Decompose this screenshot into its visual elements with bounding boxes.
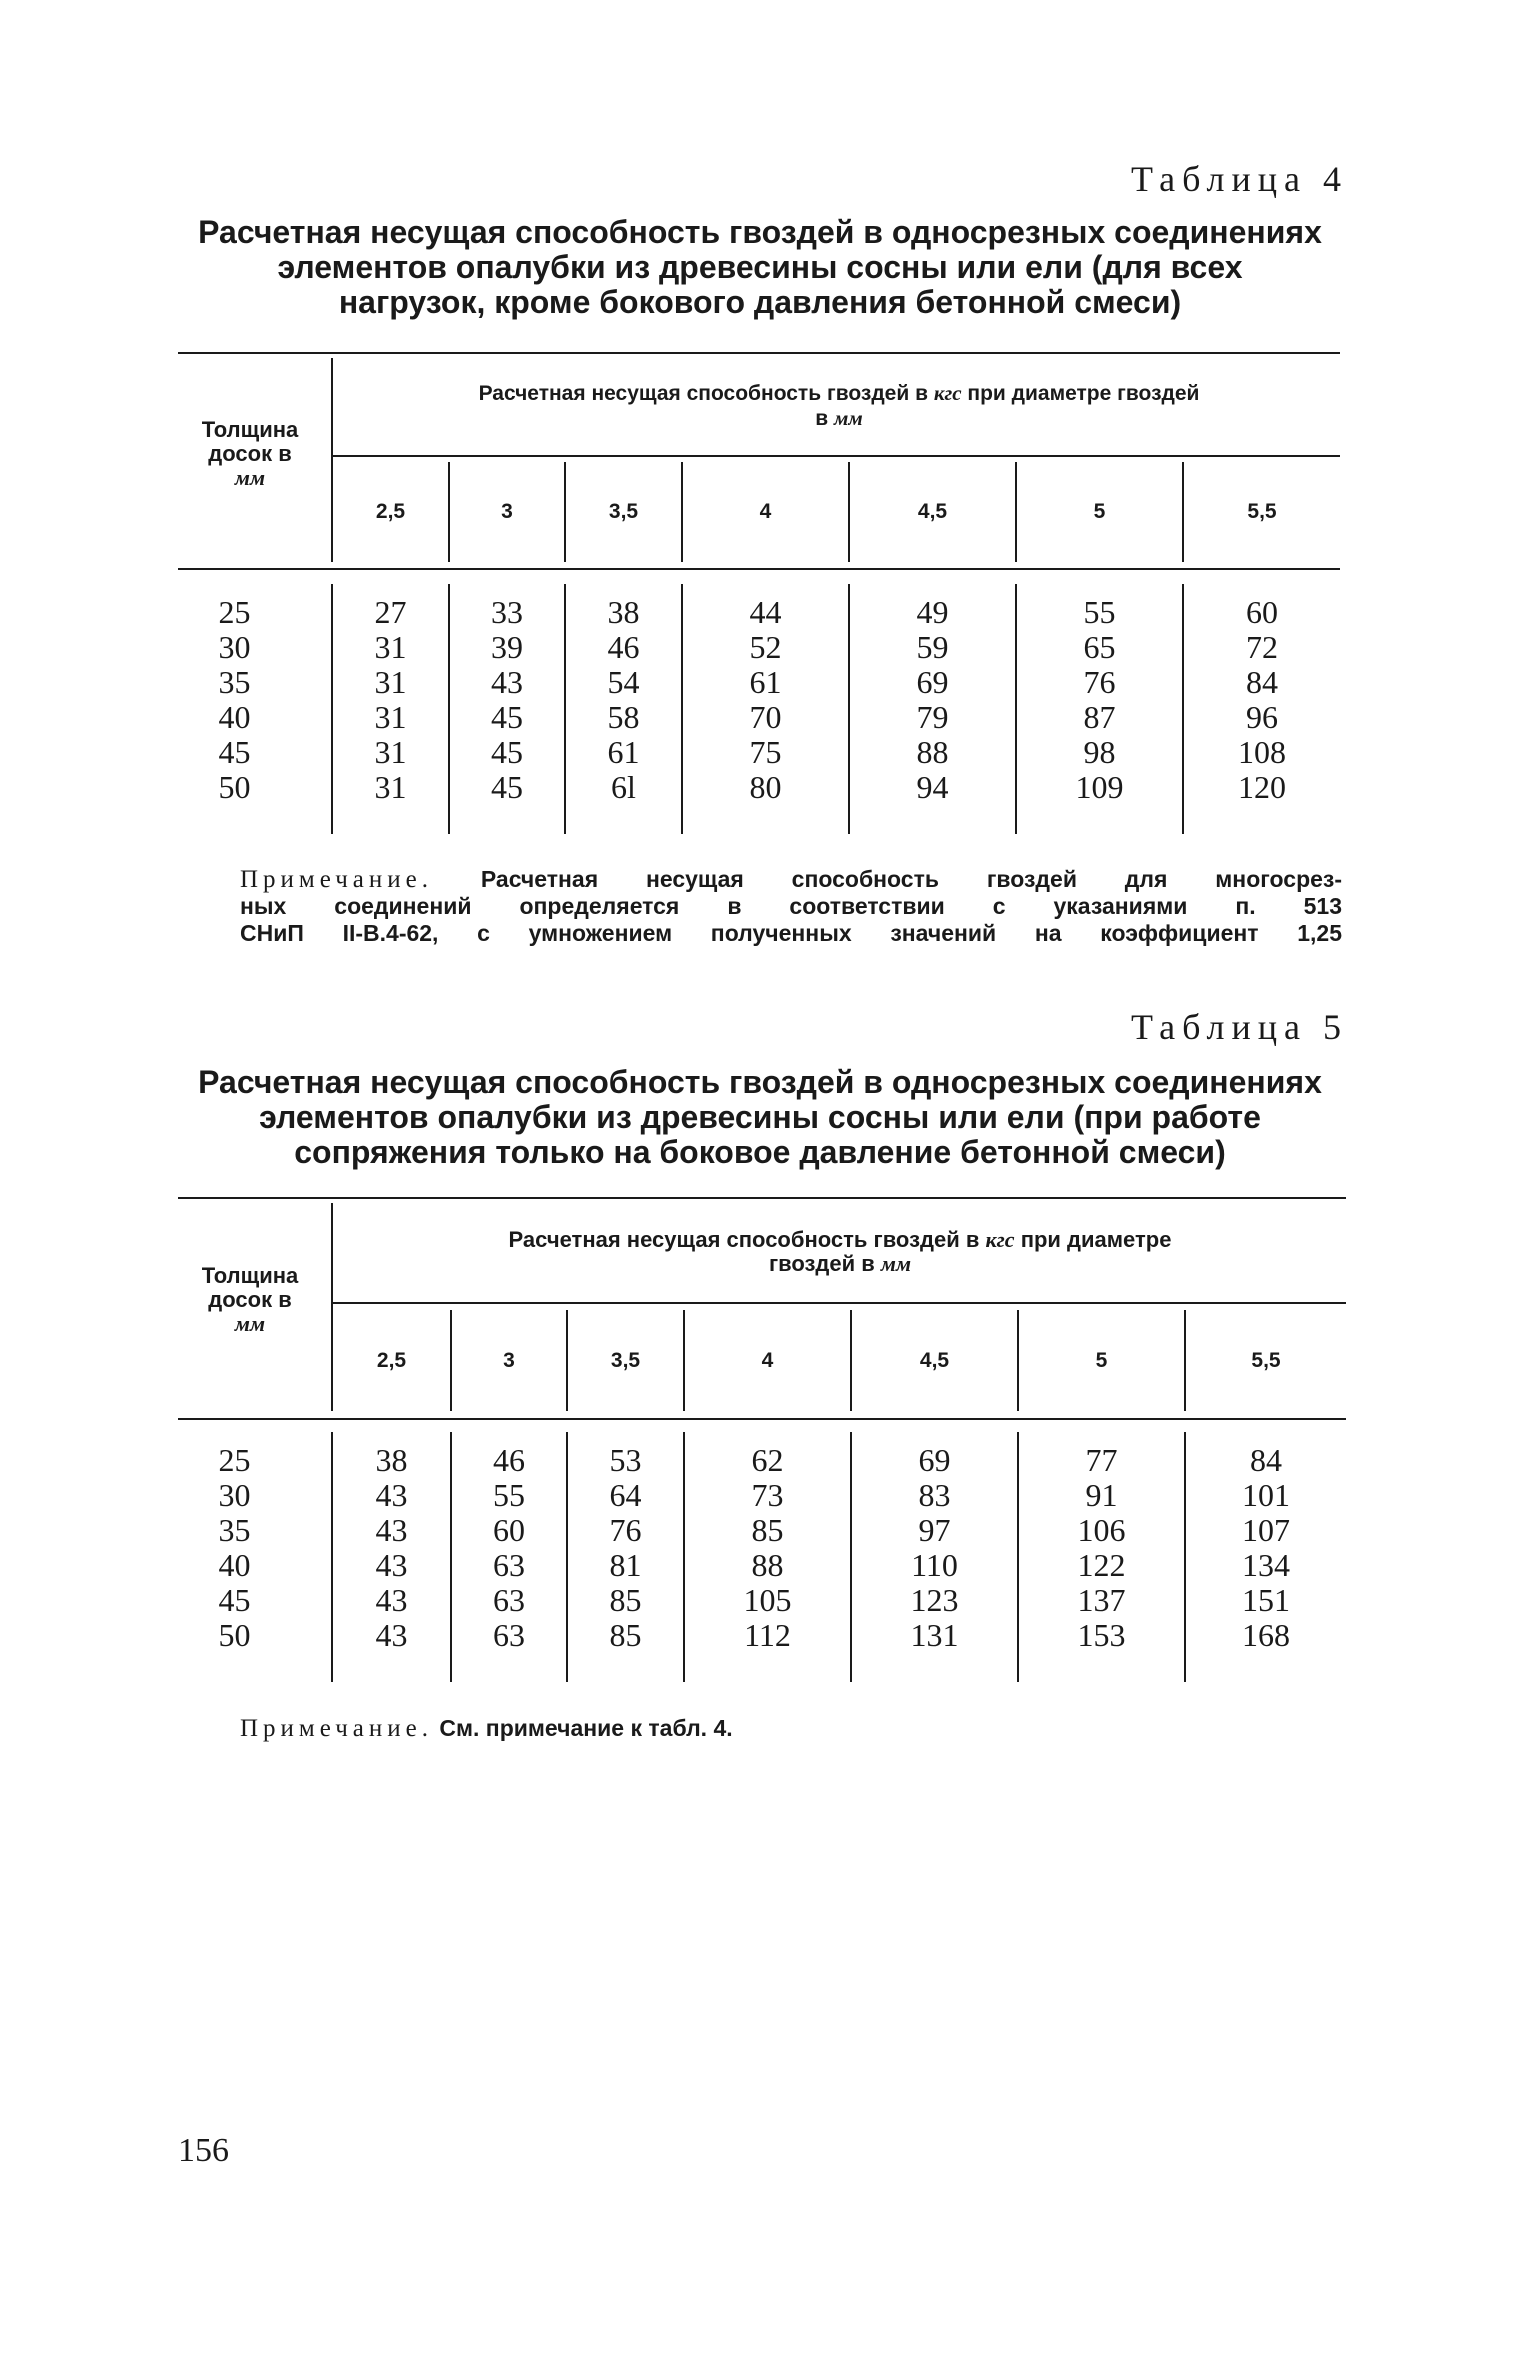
table-cell: 31 [374,664,407,700]
thickness-header-line: Толщина [201,1263,299,1288]
table-cell: 76 [1083,664,1116,700]
page-number: 156 [178,2132,229,2169]
table4-title-line: нагрузок, кроме бокового давления бетонной смеси) [338,284,1182,320]
table-cell: 35 [218,664,251,700]
table-cell: 107 [1242,1512,1290,1548]
thickness-header-line: Толщина [201,417,299,442]
capacity-header-unit: кгс [933,381,962,405]
table5-diameter: 5 [1095,1349,1108,1372]
table5-title [160,1065,1360,1170]
table4-header-bottom-rule [178,568,1340,570]
note-label: Примечание. [240,866,434,893]
table-cell: 91 [1085,1477,1118,1513]
thickness-header-line: досок в [208,1287,292,1312]
capacity-header-line [335,406,1343,431]
table-cell: 45 [491,734,523,770]
table-cell: 123 [910,1582,959,1618]
table-cell: 84 [1250,1442,1282,1478]
table-cell: 72 [1246,629,1278,665]
table-cell: 49 [916,594,949,630]
table-cell: 45 [218,734,251,770]
table-cell: 40 [218,699,251,735]
table5-sub-rule [333,1302,1346,1304]
table-cell: 151 [1242,1582,1290,1618]
table-cell: 87 [1083,699,1116,735]
table-cell: 43 [375,1617,408,1653]
table-cell: 43 [375,1582,408,1618]
table4-top-rule [178,352,1340,354]
table4-diameter: 5 [1093,500,1106,523]
table-cell: 131 [910,1617,959,1653]
table4-diameter: 4 [759,500,772,523]
table4-value-column [566,595,681,805]
table-cell: 31 [374,629,407,665]
table-cell: 77 [1085,1442,1118,1478]
table4-diameter: 2,5 [375,500,406,523]
table-cell: 83 [918,1477,951,1513]
table4-thickness-column [172,595,297,805]
table-cell: 65 [1083,629,1116,665]
table-cell: 45 [491,699,523,735]
table-cell: 73 [751,1477,784,1513]
table-cell: 97 [918,1512,951,1548]
note-text: Расчетная несущая способность гвоздей для многосрез- [480,866,1342,892]
table-cell: 54 [607,664,640,700]
table-cell: 31 [374,699,407,735]
capacity-header-text: при диаметре [1020,1227,1172,1252]
table-cell: 101 [1242,1477,1290,1513]
table5-title-line: сопряжения только на боковое давление бетонной смеси) [294,1134,1226,1170]
table5-value-column [452,1443,566,1653]
table-cell: 43 [375,1477,408,1513]
table-cell: 38 [375,1442,408,1478]
table5-diameter: 5,5 [1251,1349,1281,1372]
table-cell: 30 [218,629,251,665]
table-cell: 50 [218,1617,251,1653]
table4-title [160,215,1360,320]
table5-thickness-header [172,1264,328,1336]
table-cell: 84 [1246,664,1278,700]
table5-diameter: 4,5 [919,1349,950,1372]
table5-diameter: 3 [503,1349,515,1372]
table-cell: 25 [218,1442,251,1478]
table-cell: 25 [218,594,251,630]
table-cell: 85 [751,1512,784,1548]
table-cell: 45 [491,769,523,805]
table4-diameter: 3,5 [608,500,639,523]
table4-label: Таблица 4 [1131,159,1348,199]
table-cell: 31 [374,734,407,770]
table-cell: 98 [1083,734,1116,770]
table-cell: 106 [1077,1512,1126,1548]
table-cell: 31 [374,769,407,805]
capacity-header-text: в [815,407,829,430]
table-cell: 85 [609,1582,642,1618]
table-cell: 79 [916,699,949,735]
table-cell: 88 [916,734,949,770]
table-cell: 69 [918,1442,951,1478]
capacity-header-line [335,1228,1345,1252]
table4-diameter: 5,5 [1247,500,1277,523]
table-cell: 45 [218,1582,251,1618]
table-cell: 80 [749,769,782,805]
thickness-header-unit: мм [234,1311,266,1336]
table-cell: 60 [1246,594,1278,630]
table-cell: 88 [751,1547,784,1583]
table4-value-column [1017,595,1182,805]
table-cell: 59 [916,629,949,665]
table4-value-column [450,595,564,805]
table5-divider [331,1203,333,1411]
table-cell: 108 [1238,734,1286,770]
table-cell: 53 [609,1442,642,1478]
table-cell: 44 [749,594,782,630]
table-cell: 35 [218,1512,251,1548]
table5-capacity-header [335,1228,1345,1276]
table-cell: 134 [1242,1547,1290,1583]
table-cell: 96 [1246,699,1278,735]
table-cell: 27 [374,594,407,630]
capacity-header-unit: мм [833,406,863,430]
table-cell: 63 [493,1617,525,1653]
table-cell: 153 [1077,1617,1126,1653]
table-cell: 63 [493,1547,525,1583]
table-cell: 122 [1077,1547,1126,1583]
table4-value-column [333,595,448,805]
table-cell: 43 [375,1512,408,1548]
table-cell: 58 [607,699,640,735]
table-cell: 50 [218,769,251,805]
table-cell: 60 [493,1512,525,1548]
table-cell: 62 [751,1442,784,1478]
table-cell: 85 [609,1617,642,1653]
table-cell: 55 [493,1477,525,1513]
table5-value-column [685,1443,850,1653]
note-text: См. примечание к табл. 4. [439,1715,733,1741]
table-cell: 43 [491,664,523,700]
table5-value-column [1186,1443,1346,1653]
capacity-header-text: Расчетная несущая способность гвоздей в [508,1227,980,1252]
table-cell: 64 [609,1477,642,1513]
thickness-header-line: досок в [208,441,292,466]
table-cell: 120 [1238,769,1286,805]
table-cell: 112 [744,1617,791,1653]
table-cell: 69 [916,664,949,700]
table-cell: 38 [607,594,640,630]
capacity-header-line [335,381,1343,406]
note-line: СНиП II-В.4-62, с умножением полученных значений на коэффициент 1,25 [240,920,1342,946]
table-cell: 55 [1083,594,1116,630]
table4-diameter: 4,5 [917,500,948,523]
table-cell: 105 [743,1582,792,1618]
table5-value-column [852,1443,1017,1653]
table-cell: 81 [609,1547,642,1583]
capacity-header-text: гвоздей в [768,1251,875,1276]
table-cell: 109 [1075,769,1124,805]
table5-top-rule [178,1197,1346,1199]
table4-diameter: 3 [501,500,513,523]
table4-value-column [1184,595,1340,805]
table-cell: 33 [491,594,523,630]
thickness-header-unit: мм [234,465,266,490]
table-cell: 30 [218,1477,251,1513]
table4-note [240,866,1342,947]
table5-title-line: элементов опалубки из древесины сосны или ели (при работе [259,1099,1261,1135]
table-cell: 110 [911,1547,958,1583]
capacity-header-text: при диаметре гвоздей [967,382,1200,405]
table-cell: 76 [609,1512,642,1548]
table-cell: 6l [611,769,636,805]
table-cell: 137 [1077,1582,1126,1618]
table4-value-column [683,595,848,805]
note-line [240,866,1342,893]
table4-thickness-header [172,418,328,490]
note-line: ных соединений определяется в соответствии с указаниями п. 513 [240,893,1342,919]
capacity-header-text: Расчетная несущая способность гвоздей в [478,382,928,405]
table-cell: 52 [749,629,782,665]
table5-value-column [333,1443,450,1653]
table5-thickness-column [172,1443,297,1653]
table5-header-bottom-rule [178,1418,1346,1420]
table4-value-column [850,595,1015,805]
table-cell: 63 [493,1582,525,1618]
table5-diameter: 2,5 [376,1349,407,1372]
table4-title-line: элементов опалубки из древесины сосны или ели (для всех [277,249,1243,285]
table-cell: 61 [607,734,640,770]
table-cell: 46 [493,1442,525,1478]
table-cell: 168 [1242,1617,1290,1653]
table-cell: 94 [916,769,949,805]
note-label: Примечание. [240,1715,434,1742]
capacity-header-unit: кгс [985,1227,1015,1252]
table5-diameter: 4 [761,1349,774,1372]
table-cell: 43 [375,1547,408,1583]
table-cell: 61 [749,664,782,700]
table-cell: 46 [607,629,640,665]
capacity-header-unit: мм [880,1251,912,1276]
table-cell: 70 [749,699,782,735]
table5-note [240,1715,1140,1742]
table5-title-line: Расчетная несущая способность гвоздей в односрезных соединениях [198,1064,1322,1100]
table5-diameter: 3,5 [610,1349,641,1372]
table4-title-line: Расчетная несущая способность гвоздей в односрезных соединениях [198,214,1322,250]
table4-divider [331,358,333,562]
table4-capacity-header [335,381,1343,431]
capacity-header-line [335,1252,1345,1276]
table5-value-column [1019,1443,1184,1653]
table4-sub-rule [333,455,1340,457]
table-cell: 75 [749,734,782,770]
table-cell: 40 [218,1547,251,1583]
table5-label: Таблица 5 [1131,1007,1348,1047]
table-cell: 39 [491,629,523,665]
table5-value-column [568,1443,683,1653]
